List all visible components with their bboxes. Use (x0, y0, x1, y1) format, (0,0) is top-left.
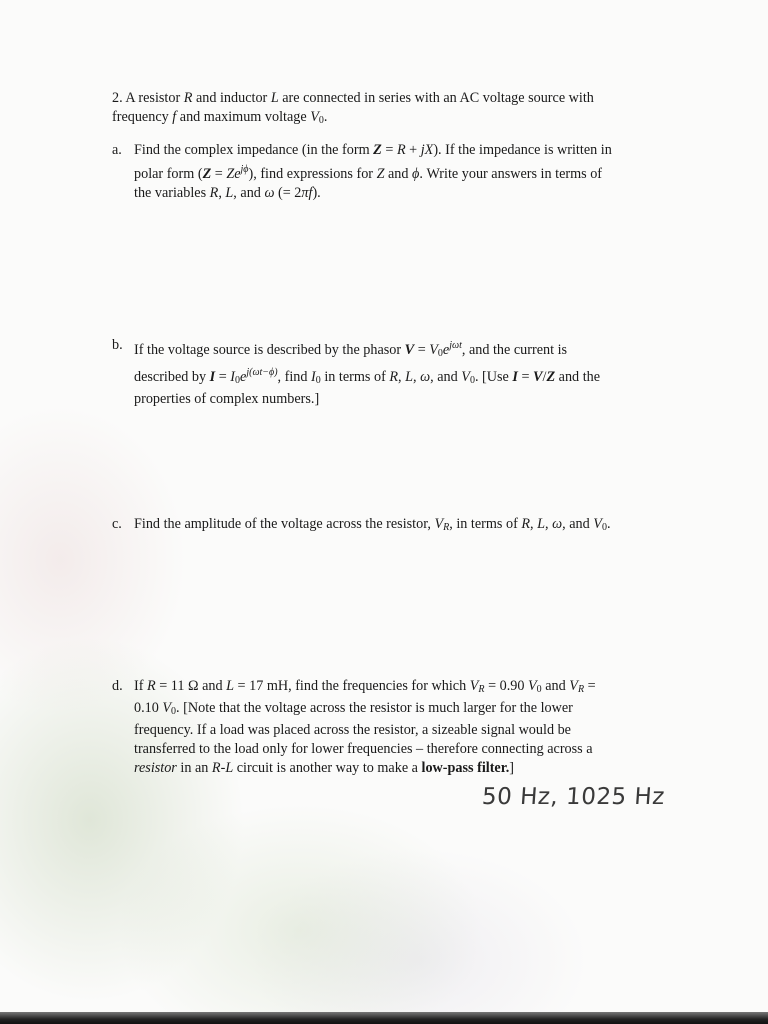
intro-line-2: frequency f and maximum voltage $V_0$. (112, 109, 328, 126)
part-d-label: d. (112, 678, 123, 694)
part-a-text: Find the complex impedance (in the form Z = R + jX). If the impedance is written in polar form $(Z = Ze^{j\phi})$, find expressions for Z and ϕ. Write your answers in terms of the variables R, L, and ω (= 2πf). (134, 142, 612, 201)
page-bottom-edge (0, 1012, 768, 1024)
part-d-text: If R = 11 Ω and L = 17 mH, find the frequencies for which $V_R = 0.90$ $V_0$ and $V_R$ = 0.10 $V_0$. [Note that the voltage across the resistor is much larger for the lower frequency. If a load was placed across the resistor, a sizeable signal would be transferred to the load only for lower frequencies – therefore connecting across a resistor in an R-L circuit is another way to make a low-pass filter.] (134, 678, 596, 776)
intro-line-1: 2. A resistor R and inductor L are connected in series with an AC voltage source with (112, 90, 594, 106)
question-intro (112, 89, 652, 130)
part-a-label: a. (112, 142, 122, 158)
handwritten-answer: 50 Hz, 1025 Hz (481, 784, 666, 810)
part-c-text: Find the amplitude of the voltage across the resistor, $V_R$, in terms of R, L, ω, and $V_0$. (134, 516, 611, 533)
part-b-text: If the voltage source is described by the phasor $V = V_0e^{j\omega t}$, and the current is described by $I = I_0e^{j(\omega t-\phi)}$, find $I_0$ in terms of R, L, ω, and $V_0$. [Use I = V/Z and the properties of complex numbers.] (134, 340, 601, 407)
part-b-label: b. (112, 337, 123, 353)
part-c-label: c. (112, 516, 122, 532)
